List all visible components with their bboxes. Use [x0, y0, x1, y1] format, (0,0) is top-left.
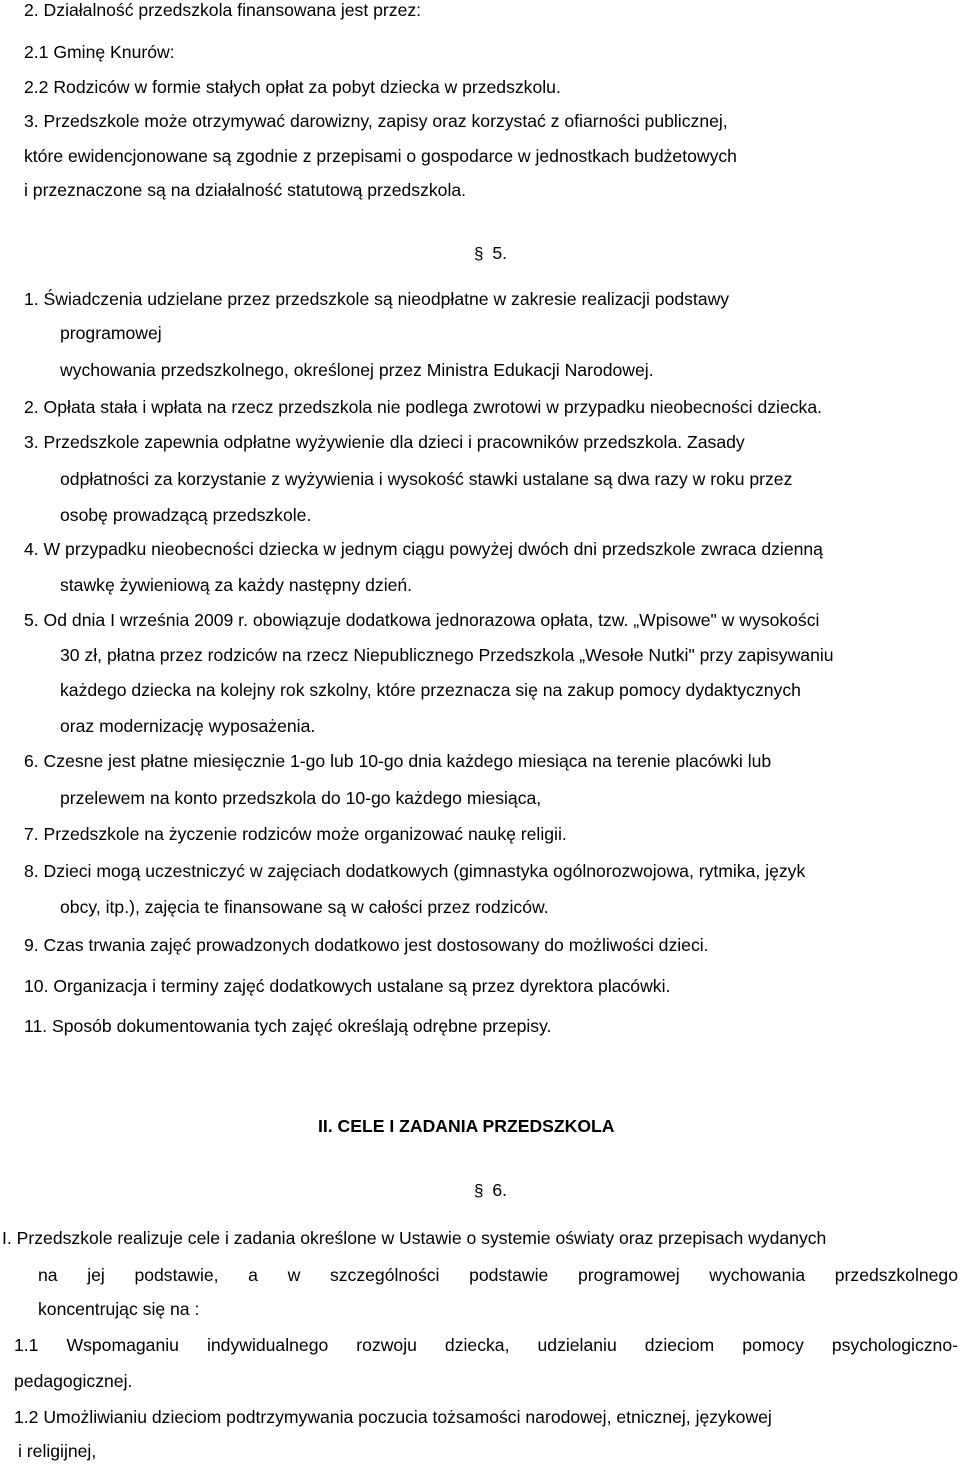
s5-item-3-line-3: osobę prowadzącą przedszkole. [60, 505, 312, 525]
ch2-item-I-line-1: I. Przedszkole realizuje cele i zadania określone w Ustawie o systemie oświaty oraz przepisach wydanych [2, 1228, 827, 1248]
ch2-item-1-2-line-1: 1.2 Umożliwianiu dzieciom podtrzymywania poczucia tożsamości narodowej, etnicznej, językowej [14, 1407, 772, 1427]
ch2-item-1-1-line-1: 1.1 Wspomaganiu indywidualnego rozwoju dziecka, udzielaniu dzieciom pomocy psychologiczno- [14, 1335, 958, 1355]
item-2: 2. Działalność przedszkola finansowana jest przez: [24, 0, 422, 20]
s5-item-1-line-2: programowej [60, 323, 162, 343]
section-6-heading [474, 1180, 507, 1201]
s5-item-3-line-1: 3. Przedszkole zapewnia odpłatne wyżywienie dla dzieci i pracowników przedszkola. Zasady [24, 432, 745, 452]
s5-item-9: 9. Czas trwania zajęć prowadzonych dodatkowo jest dostosowany do możliwości dzieci. [24, 935, 709, 955]
s5-item-3-line-2: odpłatności za korzystanie z wyżywienia i wysokość stawki ustalane są dwa razy w roku przez [60, 469, 793, 489]
s5-item-1-line-1: 1. Świadczenia udzielane przez przedszkole są nieodpłatne w zakresie realizacji podstawy [24, 289, 730, 309]
s5-item-7: 7. Przedszkole na życzenie rodziców może organizować naukę religii. [24, 824, 567, 844]
item-3-line-2: które ewidencjonowane są zgodnie z przepisami o gospodarce w jednostkach budżetowych [24, 146, 737, 166]
s5-item-5-line-4: oraz modernizację wyposażenia. [60, 716, 316, 736]
item-3-line-3: i przeznaczone są na działalność statutową przedszkola. [24, 180, 467, 200]
item-2-2: 2.2 Rodziców w formie stałych opłat za pobyt dziecka w przedszkolu. [24, 77, 561, 97]
s5-item-11: 11. Sposób dokumentowania tych zajęć określają odrębne przepisy. [24, 1016, 552, 1036]
ch2-item-I-line-2: na jej podstawie, a w szczególności podstawie programowej wychowania przedszkolnego [38, 1265, 958, 1285]
item-3-line-1: 3. Przedszkole może otrzymywać darowizny, zapisy oraz korzystać z ofiarności publicznej, [24, 111, 728, 131]
section-5-heading [474, 243, 507, 264]
s5-item-5-line-3: każdego dziecka na kolejny rok szkolny, które przeznacza się na zakup pomocy dydaktycznych [60, 680, 801, 700]
item-2-1: 2.1 Gminę Knurów: [24, 42, 175, 62]
chapter-title: II. CELE I ZADANIA PRZEDSZKOLA [318, 1116, 615, 1136]
s5-item-6-line-1: 6. Czesne jest płatne miesięcznie 1-go lub 10-go dnia każdego miesiąca na terenie placówki lub [24, 751, 772, 771]
s5-item-4-line-1: 4. W przypadku nieobecności dziecka w jednym ciągu powyżej dwóch dni przedszkole zwraca dzienną [24, 539, 823, 559]
s5-item-4-line-2: stawkę żywieniową za każdy następny dzień. [60, 575, 413, 595]
s5-item-5-line-1: 5. Od dnia I września 2009 r. obowiązuje dodatkowa jednorazowa opłata, tzw. „Wpisowe" w wysokości [24, 610, 820, 630]
ch2-item-1-1-line-2: pedagogicznej. [14, 1371, 133, 1391]
ch2-item-1-2-line-2: i religijnej, [18, 1441, 97, 1461]
s5-item-8-line-1: 8. Dzieci mogą uczestniczyć w zajęciach dodatkowych (gimnastyka ogólnorozwojowa, rytmika, język [24, 861, 806, 881]
s5-item-8-line-2: obcy, itp.), zajęcia te finansowane są w całości przez rodziców. [60, 897, 549, 917]
s5-item-5-line-2: 30 zł, płatna przez rodziców na rzecz Niepublicznego Przedszkola „Wesołe Nutki" przy zapisywaniu [60, 645, 834, 665]
s5-item-10: 10. Organizacja i terminy zajęć dodatkowych ustalane są przez dyrektora placówki. [24, 976, 671, 996]
paragraph-sign: § [474, 1181, 484, 1200]
ch2-item-I-line-3: koncentrując się na : [38, 1299, 200, 1319]
s5-item-6-line-2: przelewem na konto przedszkola do 10-go każdego miesiąca, [60, 788, 542, 808]
section-6-number: 6. [492, 1180, 508, 1200]
s5-item-1-line-3: wychowania przedszkolnego, określonej przez Ministra Edukacji Narodowej. [60, 360, 654, 380]
s5-item-2: 2. Opłata stała i wpłata na rzecz przedszkola nie podlega zwrotowi w przypadku nieobecności dziecka. [24, 397, 823, 417]
section-5-number: 5. [492, 243, 508, 263]
paragraph-sign: § [474, 244, 484, 263]
